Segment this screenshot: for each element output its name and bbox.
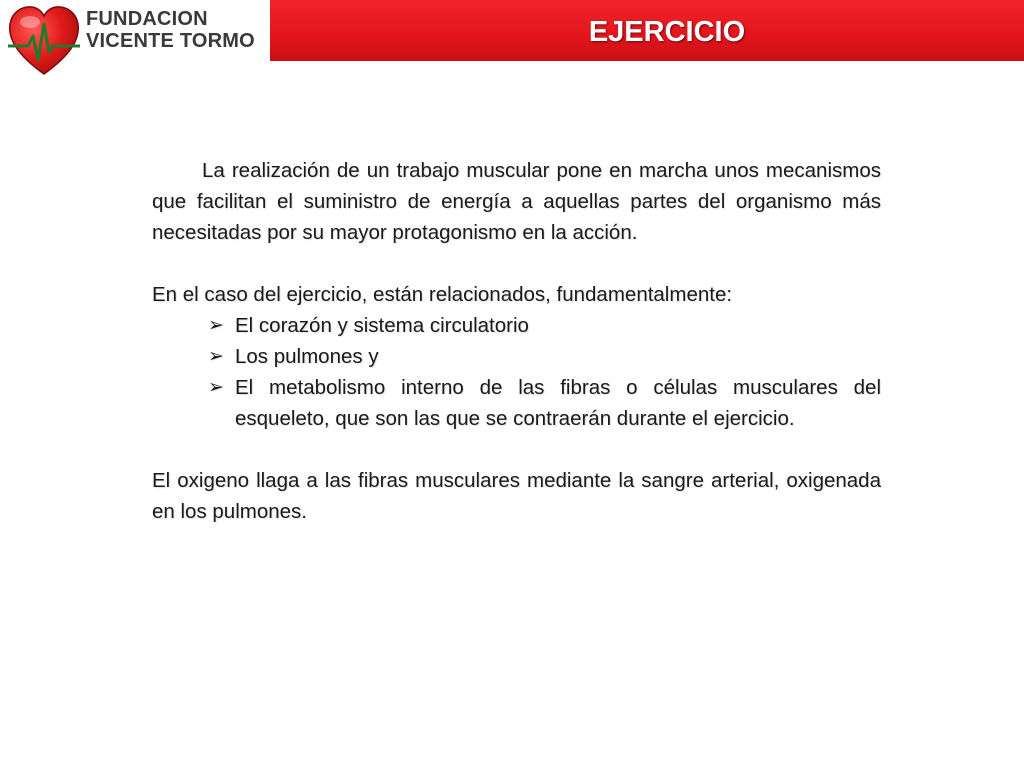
heart-logo-icon bbox=[6, 4, 82, 78]
list-item bbox=[152, 310, 881, 341]
slide-body bbox=[152, 155, 881, 527]
intro-paragraph: La realización de un trabajo muscular pone en marcha unos mecanismos que facilitan el suministro de energía a aquellas partes del organismo más necesitadas por su mayor protagonismo en la acción. bbox=[152, 159, 881, 244]
foundation-logo bbox=[0, 0, 270, 80]
spacer bbox=[152, 248, 881, 279]
list-item bbox=[152, 341, 881, 372]
logo-line-1: FUNDACION bbox=[86, 8, 208, 30]
closing-paragraph: El oxigeno llaga a las fibras musculares mediante la sangre arterial, oxigenada en los pulmones. bbox=[152, 469, 881, 523]
lead-sentence: En el caso del ejercicio, están relacionados, fundamentalmente: bbox=[152, 283, 733, 306]
bullet-list bbox=[152, 310, 881, 434]
list-item-text: Los pulmones y bbox=[235, 345, 379, 368]
logo-line-2: VICENTE TORMO bbox=[86, 30, 255, 52]
spacer bbox=[152, 434, 881, 465]
foundation-name bbox=[86, 8, 255, 52]
slide-title: EJERCICIO bbox=[588, 16, 746, 48]
arrow-bullet-icon: ➢ bbox=[208, 346, 224, 367]
list-item-text: El corazón y sistema circulatorio bbox=[235, 314, 529, 337]
title-bar bbox=[270, 0, 1024, 61]
arrow-bullet-icon: ➢ bbox=[208, 315, 224, 336]
arrow-bullet-icon: ➢ bbox=[208, 377, 224, 398]
list-item bbox=[152, 372, 881, 434]
list-item-text: El metabolismo interno de las fibras o células musculares del esqueleto, que son las que se contraerán durante el ejercicio. bbox=[235, 376, 881, 430]
